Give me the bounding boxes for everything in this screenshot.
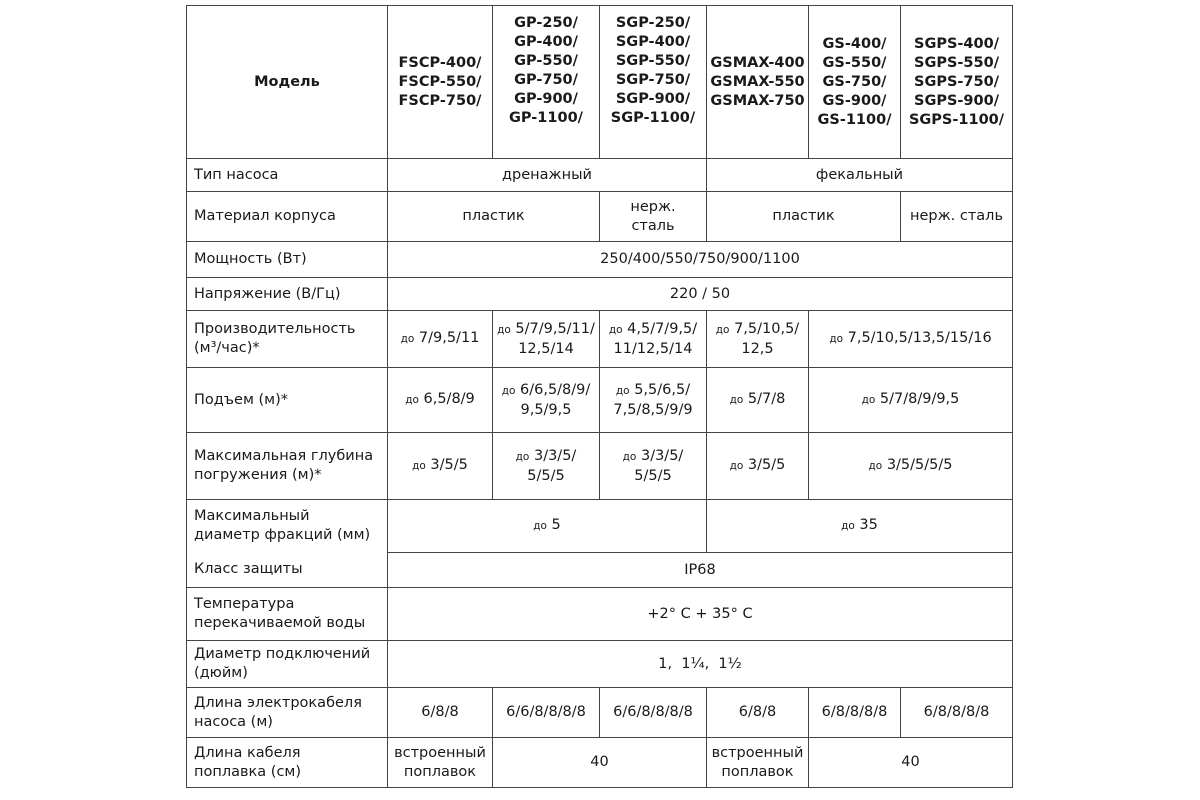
depth-label: Максимальная глубина погружения (м)*: [187, 433, 388, 500]
float-cable-label: Длина кабеля поплавка (см): [187, 738, 388, 788]
capacity-row: [187, 311, 1013, 368]
capacity-sgp: [600, 311, 707, 368]
housing-plastic-a: пластик: [388, 192, 600, 242]
voltage-value: 220 / 50: [388, 278, 1013, 311]
cable-sgps: 6/8/8/8/8: [901, 688, 1013, 738]
head-gp-value: 6/6,5/8/9/ 9,5/9,5: [520, 381, 591, 418]
model-gp: GP-250/ GP-400/ GP-550/ GP-750/ GP-900/ GP-1100/: [493, 6, 600, 159]
cable-label: Длина электрокабеля насоса (м): [187, 688, 388, 738]
prefix: до: [400, 333, 415, 345]
model-sgps: SGPS-400/ SGPS-550/ SGPS-750/ SGPS-900/ SGPS-1100/: [901, 6, 1013, 159]
pump-type-label: Тип насоса: [187, 159, 388, 192]
model-fscp: FSCP-400/ FSCP-550/ FSCP-750/: [388, 6, 493, 159]
depth-gs-sgps-value: 3/5/5/5/5: [886, 457, 953, 473]
fraction-fecal-value: 35: [859, 517, 878, 533]
prefix: до: [501, 384, 516, 397]
capacity-fscp: [388, 311, 493, 368]
depth-fscp-value: 3/5/5: [430, 457, 468, 473]
housing-plastic-b: пластик: [707, 192, 901, 242]
head-fscp-value: 6,5/8/9: [423, 391, 475, 407]
depth-fscp: [388, 433, 493, 500]
prefix: до: [868, 460, 883, 472]
prefix: до: [841, 520, 855, 532]
power-label: Мощность (Вт): [187, 242, 388, 278]
protection-label: Класс защиты: [187, 553, 388, 588]
protection-row: [187, 553, 1013, 588]
housing-steel-a: нерж. сталь: [600, 192, 707, 242]
voltage-row: [187, 278, 1013, 311]
header-row: [187, 6, 1013, 159]
capacity-gp-value: 5/7/9,5/11/ 12,5/14: [515, 320, 595, 357]
prefix: до: [715, 323, 730, 336]
model-sgp: SGP-250/ SGP-400/ SGP-550/ SGP-750/ SGP-900/ SGP-1100/: [600, 6, 707, 159]
housing-row: [187, 192, 1013, 242]
head-row: [187, 368, 1013, 433]
float-cable-row: [187, 738, 1013, 788]
float-cable-gsmax: встроенный поплавок: [707, 738, 809, 788]
cable-gsmax: 6/8/8: [707, 688, 809, 738]
capacity-fscp-value: 7/9,5/11: [418, 330, 480, 346]
float-cable-fscp: встроенный поплавок: [388, 738, 493, 788]
capacity-gsmax-value: 7,5/10,5/ 12,5: [734, 320, 800, 357]
capacity-gp: [493, 311, 600, 368]
spec-table: [186, 5, 1013, 788]
pump-type-drainage: дренажный: [388, 159, 707, 192]
float-cable-gp-sgp: 40: [493, 738, 707, 788]
depth-gs-sgps: [809, 433, 1013, 500]
float-cable-gs-sgps: 40: [809, 738, 1013, 788]
depth-row: [187, 433, 1013, 500]
cable-fscp: 6/8/8: [388, 688, 493, 738]
fraction-row: [187, 500, 1013, 553]
pump-type-row: [187, 159, 1013, 192]
head-label: Подъем (м)*: [187, 368, 388, 433]
cable-gs: 6/8/8/8/8: [809, 688, 901, 738]
head-sgp-value: 5,5/6,5/ 7,5/8,5/9/9: [613, 381, 693, 418]
protection-value: IP68: [388, 553, 1013, 588]
prefix: до: [861, 394, 876, 406]
prefix: до: [497, 323, 511, 336]
model-header: Модель: [187, 6, 388, 159]
depth-sgp-value: 3/3/5/ 5/5/5: [634, 447, 684, 484]
prefix: до: [608, 323, 623, 336]
housing-steel-b: нерж. сталь: [901, 192, 1013, 242]
capacity-sgp-value: 4,5/7/9,5/ 11/12,5/14: [613, 320, 698, 357]
capacity-gs-sgps-value: 7,5/10,5/13,5/15/16: [847, 330, 992, 346]
capacity-label: Производительность (м³/час)*: [187, 311, 388, 368]
prefix: до: [405, 394, 419, 406]
capacity-gs-sgps: [809, 311, 1013, 368]
depth-sgp: [600, 433, 707, 500]
temperature-row: [187, 588, 1013, 641]
prefix: до: [729, 460, 744, 472]
head-gs-sgps: [809, 368, 1013, 433]
cable-row: [187, 688, 1013, 738]
prefix: до: [533, 520, 547, 532]
cable-gp: 6/6/8/8/8/8: [493, 688, 600, 738]
voltage-label: Напряжение (В/Гц): [187, 278, 388, 311]
depth-gp: [493, 433, 600, 500]
head-gsmax-value: 5/7/8: [747, 391, 786, 407]
head-fscp: [388, 368, 493, 433]
fraction-drainage-value: 5: [551, 517, 561, 533]
head-gsmax: [707, 368, 809, 433]
depth-gp-value: 3/3/5/ 5/5/5: [527, 447, 577, 484]
power-value: 250/400/550/750/900/1100: [388, 242, 1013, 278]
prefix: до: [729, 394, 744, 406]
model-gs: GS-400/ GS-550/ GS-750/ GS-900/ GS-1100/: [809, 6, 901, 159]
head-gp: [493, 368, 600, 433]
fraction-drainage: [388, 500, 707, 553]
model-gsmax: GSMAX-400 GSMAX-550 GSMAX-750: [707, 6, 809, 159]
head-gs-sgps-value: 5/7/8/9/9,5: [879, 391, 960, 407]
prefix: до: [515, 450, 530, 463]
temperature-value: +2° С + 35° С: [388, 588, 1013, 641]
connection-label: Диаметр подключений (дюйм): [187, 641, 388, 688]
temperature-label: Температура перекачиваемой воды: [187, 588, 388, 641]
cable-sgp: 6/6/8/8/8/8: [600, 688, 707, 738]
pump-type-fecal: фекальный: [707, 159, 1013, 192]
connection-value: 1, 1¼, 1½: [388, 641, 1013, 688]
fraction-fecal: [707, 500, 1013, 553]
fraction-label: Максимальный диаметр фракций (мм): [187, 500, 388, 553]
prefix: до: [615, 384, 630, 397]
connection-row: [187, 641, 1013, 688]
power-row: [187, 242, 1013, 278]
capacity-gsmax: [707, 311, 809, 368]
prefix: до: [829, 333, 843, 345]
head-sgp: [600, 368, 707, 433]
depth-gsmax: [707, 433, 809, 500]
depth-gsmax-value: 3/5/5: [747, 457, 786, 473]
prefix: до: [622, 450, 637, 463]
housing-label: Материал корпуса: [187, 192, 388, 242]
prefix: до: [412, 460, 426, 472]
